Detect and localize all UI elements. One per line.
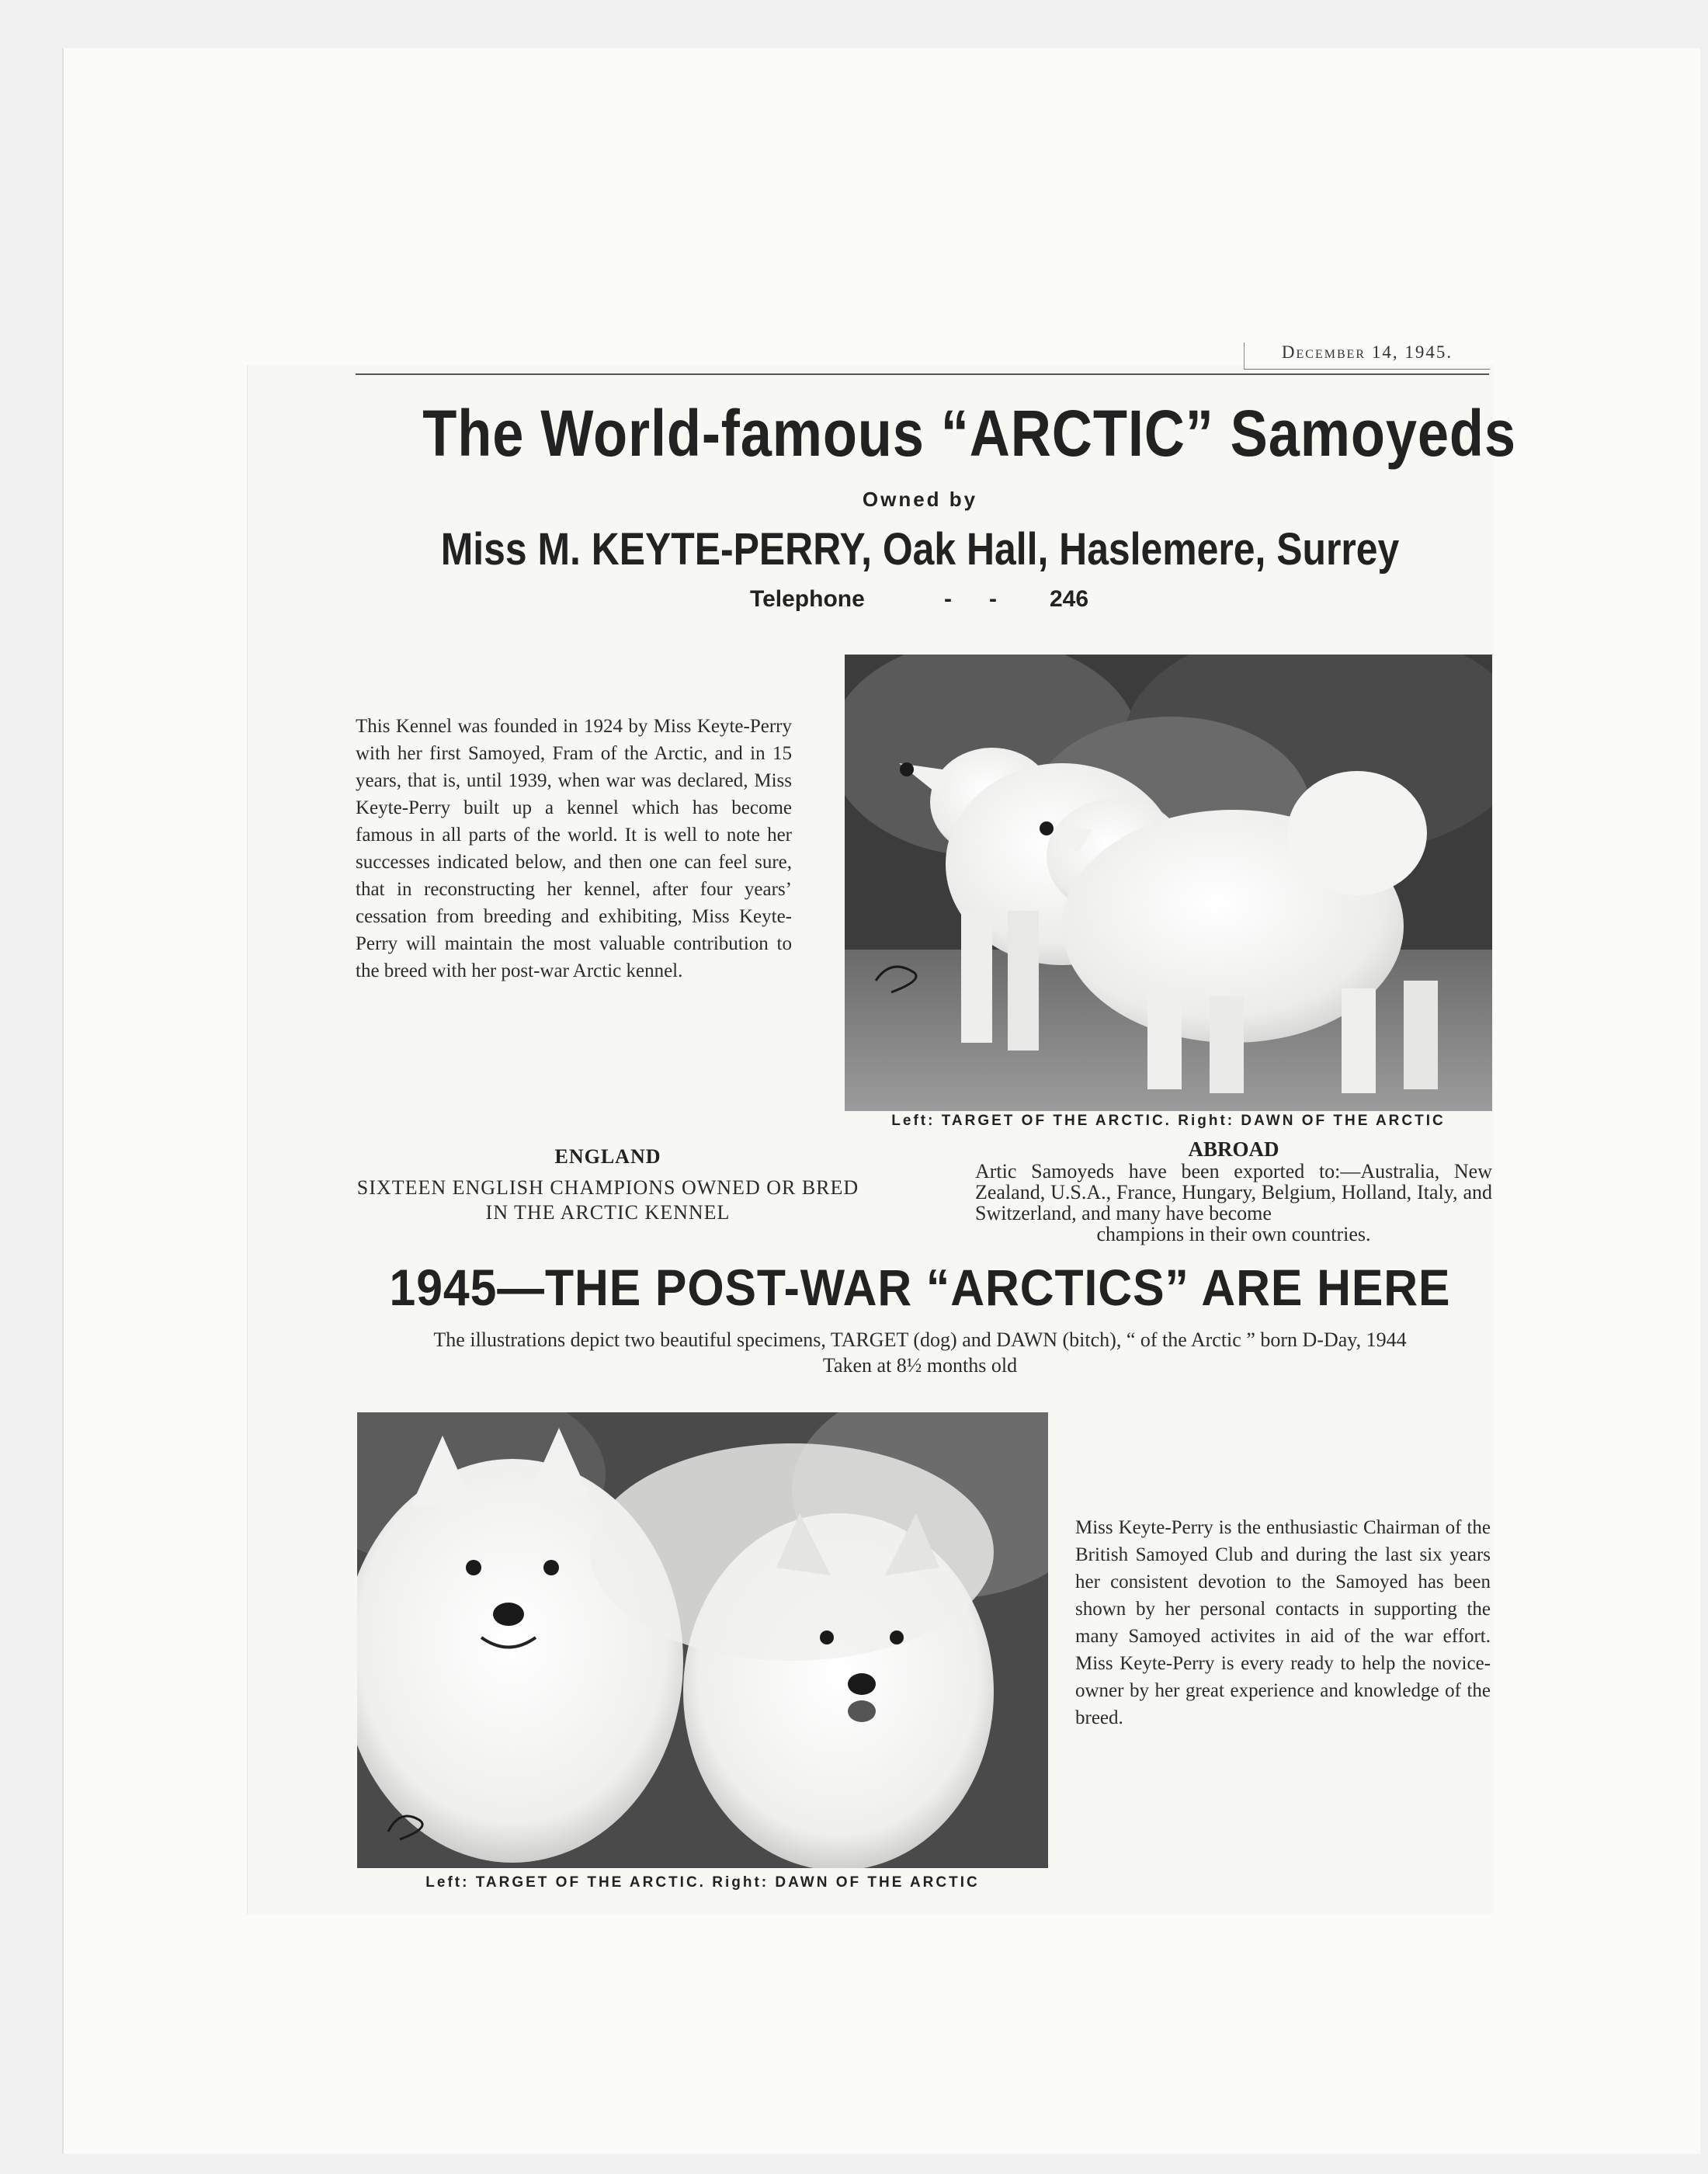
abroad-text [975, 1161, 1492, 1245]
age-note: Taken at 8½ months old [822, 1354, 1018, 1377]
chairman-text: Miss Keyte-Perry is the enthusiastic Chairman of the British Samoyed Club and during the last six years her consistent devotion to the Samoyed has been shown by her personal contacts in supporting the many Samoyed activites in aid of the war effort. Miss Keyte-Perry is every ready to help the novice-owner by her great experience and knowledge of the breed. [1075, 1517, 1491, 1728]
photo-two-samoyeds-standing [845, 655, 1492, 1111]
photo-two-samoyed-heads [357, 1412, 1048, 1868]
header-rule [356, 373, 1489, 375]
abroad-heading: ABROAD [1188, 1137, 1279, 1161]
telephone-label: Telephone [750, 586, 865, 612]
england-text: SIXTEEN ENGLISH CHAMPIONS OWNED OR BRED IN THE ARCTIC KENNEL [356, 1176, 859, 1224]
page-title: The World-famous “ARCTIC” Samoyeds [422, 397, 1516, 470]
photo-illustration [357, 1412, 1048, 1868]
issue-date: December 14, 1945. [1244, 342, 1490, 370]
abroad-text-body: Artic Samoyeds have been exported to:—Australia, New Zealand, U.S.A., France, Hungary, Belgium, Holland, Italy, and Switzerland, and many have become [975, 1160, 1492, 1224]
photo-illustration [845, 655, 1492, 1111]
england-heading: ENGLAND [554, 1145, 661, 1168]
telephone-dash: - [989, 586, 997, 612]
telephone-dash: - [944, 586, 952, 612]
photo-caption: Left: TARGET OF THE ARCTIC. Right: DAWN OF THE ARCTIC [425, 1874, 980, 1891]
abroad-text-last-line: champions in their own countries. [1096, 1223, 1371, 1245]
owner-address: Miss M. KEYTE-PERRY, Oak Hall, Haslemere, Surrey [440, 524, 1400, 575]
telephone-line [745, 586, 1180, 617]
illustrations-note: The illustrations depict two beautiful specimens, TARGET (dog) and DAWN (bitch), “ of the Arctic ” born D-Day, 1944 [433, 1328, 1407, 1351]
photo-caption: Left: TARGET OF THE ARCTIC. Right: DAWN OF THE ARCTIC [891, 1113, 1446, 1129]
post-war-banner: 1945—THE POST-WAR “ARCTICS” ARE HERE [389, 1259, 1451, 1316]
owned-by-label: Owned by [862, 488, 978, 511]
telephone-number: 246 [1050, 586, 1089, 612]
kennel-history-text: This Kennel was founded in 1924 by Miss Keyte-Perry with her first Samoyed, Fram of the Arctic, and in 15 years, that is, until 1939, when war was declared, Miss Keyte-Perry built up a kennel which has become famous in all parts of the world. It is well to note her successes indicated below, and then one can feel sure, that in reconstructing her kennel, after four years’ cessation from breeding and exhibiting, Miss Keyte-Perry will maintain the most valuable contribution to the breed with her post-war Arctic kennel. [356, 716, 792, 981]
